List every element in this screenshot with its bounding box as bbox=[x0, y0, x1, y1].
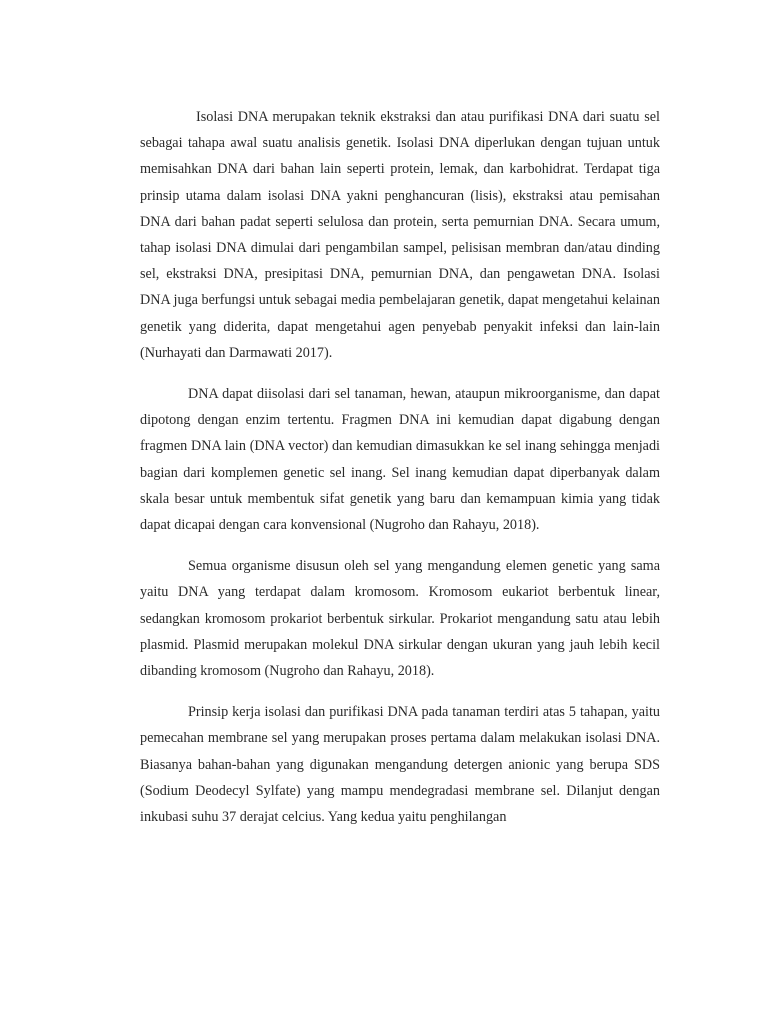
paragraph-1: Isolasi DNA merupakan teknik ekstraksi dan atau purifikasi DNA dari suatu sel sebagai tahapa awal suatu analisis genetik. Isolasi DNA diperlukan dengan tujuan untuk memisahkan DNA dari bahan lain seperti protein, lemak, dan karbohidrat. Terdapat tiga prinsip utama dalam isolasi DNA yakni penghancuran (lisis), ekstraksi atau pemisahan DNA dari bahan padat seperti selulosa dan protein, serta pemurnian DNA. Secara umum, tahap isolasi DNA dimulai dari pengambilan sampel, pelisisan membran dan/atau dinding sel, ekstraksi DNA, presipitasi DNA, pemurnian DNA, dan pengawetan DNA. Isolasi DNA juga berfungsi untuk sebagai media pembelajaran genetik, dapat mengetahui kelainan genetik yang diderita, dapat mengetahui agen penyebab penyakit infeksi dan lain-lain (Nurhayati dan Darmawati 2017). bbox=[140, 109, 660, 361]
paragraph-3: Semua organisme disusun oleh sel yang mengandung elemen genetic yang sama yaitu DNA yang terdapat dalam kromosom. Kromosom eukariot berbentuk linear, sedangkan kromosom prokariot berbentuk sirkular. Prokariot mengandung satu atau lebih plasmid. Plasmid merupakan molekul DNA sirkular dengan ukuran yang jauh lebih kecil dibanding kromosom (Nugroho dan Rahayu, 2018). bbox=[140, 558, 660, 680]
paragraph-2: DNA dapat diisolasi dari sel tanaman, hewan, ataupun mikroorganisme, dan dapat dipotong dengan enzim tertentu. Fragmen DNA ini kemudian dapat digabung dengan fragmen DNA lain (DNA vector) dan kemudian dimasukkan ke sel inang sehingga menjadi bagian dari komplemen genetic sel inang. Sel inang kemudian dapat diperbanyak dalam skala besar untuk membentuk sifat genetik yang baru dan kemampuan kimia yang tidak dapat dicapai dengan cara konvensional (Nugroho dan Rahayu, 2018). bbox=[140, 386, 660, 534]
document-body bbox=[140, 104, 660, 845]
paragraph-4: Prinsip kerja isolasi dan purifikasi DNA pada tanaman terdiri atas 5 tahapan, yaitu pemecahan membrane sel yang merupakan proses pertama dalam melakukan isolasi DNA. Biasanya bahan-bahan yang digunakan mengandung detergen anionic yang berupa SDS (Sodium Deodecyl Sylfate) yang mampu mendegradasi membrane sel. Dilanjut dengan inkubasi suhu 37 derajat celcius. Yang kedua yaitu penghilangan bbox=[140, 704, 660, 826]
